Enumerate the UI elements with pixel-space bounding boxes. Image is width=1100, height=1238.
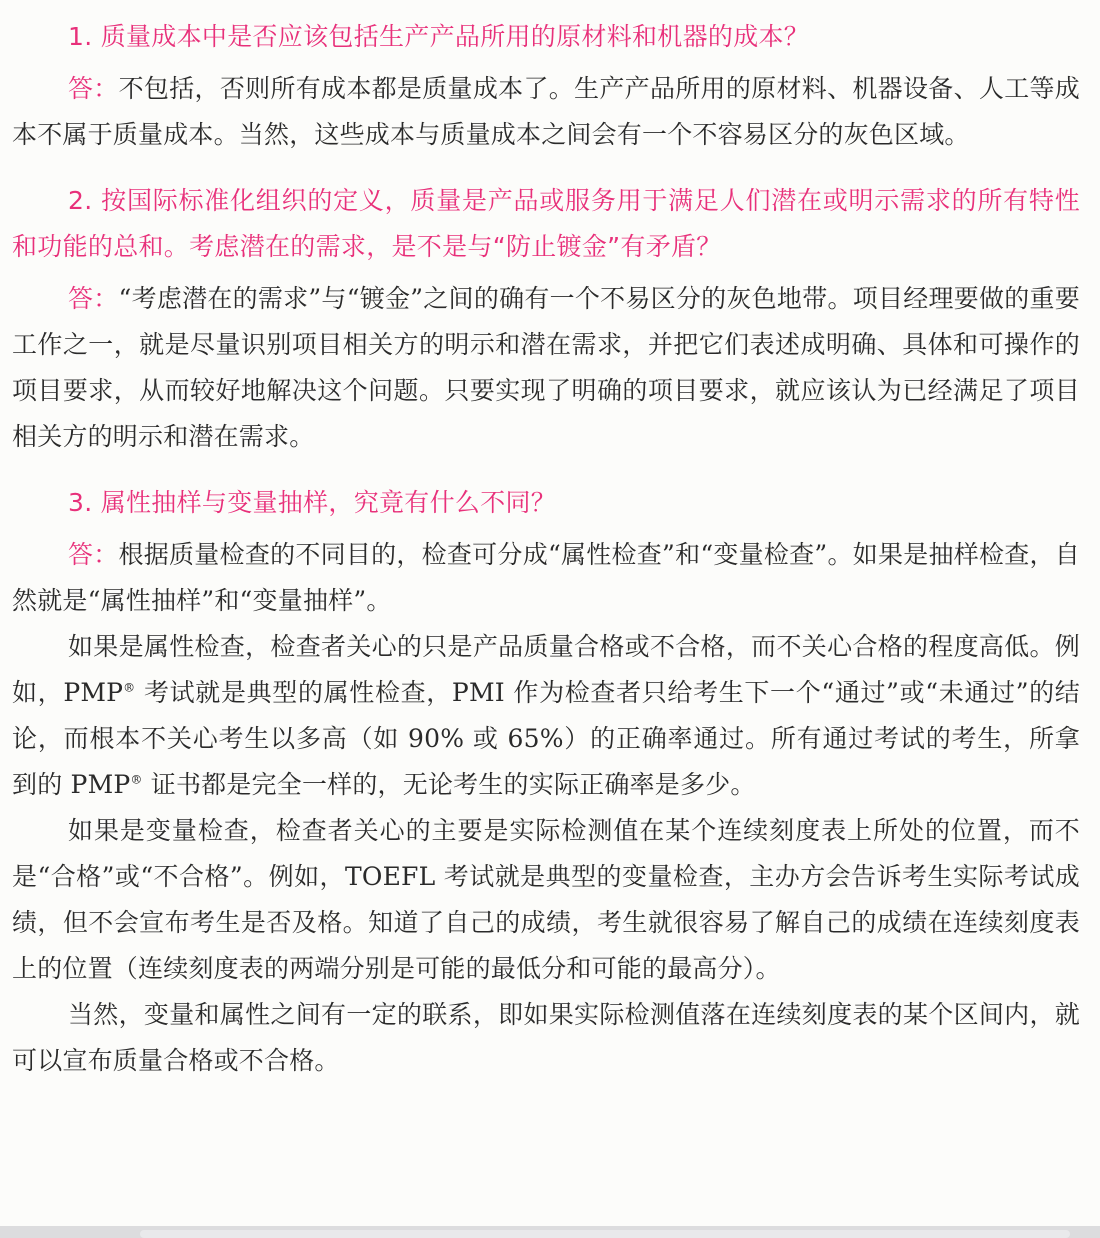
answer-3-variable-paragraph: 如果是变量检查，检查者关心的主要是实际检测值在某个连续刻度表上所处的位置，而不是“合格”或“不合格”。例如，TOEFL 考试就是典型的变量检查，主办方会告诉考生实际考试成绩，但不会宣布考生是否及格。知道了自己的成绩，考生就很容易了解自己的成绩在连续刻度表上的位置（连续刻度表的两端分别是可能的最低分和可能的最高分）。 <box>12 816 1080 983</box>
bottom-scrollbar-thumb[interactable] <box>140 1230 1070 1238</box>
answer-3-paragraph <box>12 532 1080 624</box>
attribute-text-b: 考试就是典型的属性检查，PMI 作为检查者只给考生下一个“通过”或“未通过”的结论，而根本不关心考生以多高（如 90% 或 65%）的正确率通过。所有通过考试的考生，所拿到的 PMP <box>12 678 1080 799</box>
answer-1-paragraph <box>12 66 1080 158</box>
question-3-heading: 3. 属性抽样与变量抽样，究竟有什么不同？ <box>68 488 557 517</box>
answer-3-text: 根据质量检查的不同目的，检查可分成“属性检查”和“变量检查”。如果是抽样检查，自然就是“属性抽样”和“变量抽样”。 <box>12 540 1080 615</box>
answer-1-text: 不包括，否则所有成本都是质量成本了。生产产品所用的原材料、机器设备、人工等成本不属于质量成本。当然，这些成本与质量成本之间会有一个不容易区分的灰色区域。 <box>12 74 1080 149</box>
answer-2-label: 答： <box>68 284 119 313</box>
question-2-heading: 2. 按国际标准化组织的定义，质量是产品或服务用于满足人们潜在或明示需求的所有特性和功能的总和。考虑潜在的需求，是不是与“防止镀金”有矛盾？ <box>12 186 1080 261</box>
registered-mark: ® <box>130 772 143 787</box>
answer-2-text: “考虑潜在的需求”与“镀金”之间的确有一个不易区分的灰色地带。项目经理要做的重要工作之一，就是尽量识别项目相关方的明示和潜在需求，并把它们表述成明确、具体和可操作的项目要求，从而较好地解决这个问题。只要实现了明确的项目要求，就应该认为已经满足了项目相关方的明示和潜在需求。 <box>12 284 1080 451</box>
answer-3-label: 答： <box>68 540 119 569</box>
answer-3-conclusion-paragraph: 当然，变量和属性之间有一定的联系，即如果实际检测值落在连续刻度表的某个区间内，就可以宣布质量合格或不合格。 <box>12 1000 1080 1075</box>
answer-2-paragraph <box>12 276 1080 460</box>
answer-3-attribute-paragraph <box>12 624 1080 808</box>
document-content <box>12 14 1080 1084</box>
answer-1-label: 答： <box>68 74 119 103</box>
attribute-text-c: 证书都是完全一样的，无论考生的实际正确率是多少。 <box>142 770 756 799</box>
question-1-heading: 1. 质量成本中是否应该包括生产产品所用的原材料和机器的成本？ <box>68 22 810 51</box>
registered-mark: ® <box>123 680 136 695</box>
attribute-text-a: 如果是属性检查，检查者关心的只是产品质量合格或不合格，而不关心合格的程度高低。例如，PMP <box>12 632 1080 707</box>
